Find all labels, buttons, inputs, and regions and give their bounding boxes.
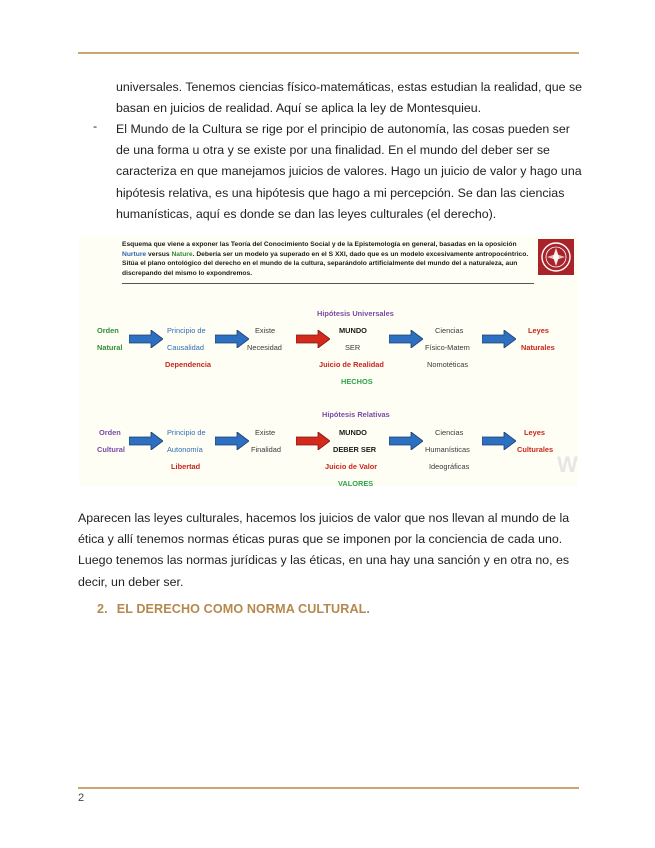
arrow-right-icon	[129, 330, 163, 348]
row1-col2-line1: Principio de	[167, 326, 206, 335]
section-title: EL DERECHO COMO NORMA CULTURAL.	[116, 602, 371, 616]
arrow-right-icon	[129, 432, 163, 450]
row2-col4-red: Juicio de Valor	[325, 462, 378, 471]
row2-col1-line1: Orden	[99, 428, 121, 437]
arrow-right-red-icon	[296, 330, 330, 348]
header-rule	[78, 52, 579, 54]
arrow-right-icon	[215, 330, 249, 348]
paragraph-continuation: universales. Tenemos ciencias físico-matemáticas, estas estudian la realidad, que se basan en juicios de realidad. Aquí se aplica la ley de Montesquieu.	[116, 80, 583, 116]
arrow-right-icon	[389, 432, 423, 450]
schema-figure	[79, 236, 578, 486]
bullet-marker: -	[93, 119, 98, 133]
row2-col6-line2: Culturales	[517, 445, 554, 454]
section-number: 2.	[97, 602, 108, 616]
row2-col3-line2: Finalidad	[251, 445, 281, 454]
row2-col6-line1: Leyes	[524, 428, 545, 437]
row1-col4-line1: MUNDO	[339, 326, 367, 335]
row1-col3-line2: Necesidad	[247, 343, 282, 352]
university-seal-icon	[538, 239, 574, 275]
figure-intro: Esquema que viene a exponer las Teoría del Conocimiento Social y de la Epistemología en general, basadas en la oposición Nurture versus Nature. Debería ser un modelo ya superado en el S XXI, dado que es un modelo excesivamente antropocéntrico. Sitúa el plano ontológico del derecho en el mundo de la cultura, separándolo artificialmente del mundo del a naturaleza, aun discrepando del mismo lo expondremos.	[122, 241, 529, 277]
row2-col2-line1: Principio de	[167, 428, 206, 437]
row1-col4-line2: SER	[345, 343, 361, 352]
paragraph-cultura: El Mundo de la Cultura se rige por el principio de autonomía, las cosas pueden ser de una forma u otra y se existe por una finalidad. En el mundo del deber ser se caracteriza en que manejamos juicios de valores. Hago un juicio de valor y hago una hipótesis relativa, es una hipótesis que hago a mi percepción. Se dan las ciencias humanísticas, aquí es donde se dan las leyes culturales (el derecho).	[116, 122, 582, 221]
row1-col1-line1: Orden	[97, 326, 119, 335]
figure-divider	[122, 283, 534, 284]
row2-col5-line2: Humanísticas	[425, 445, 470, 454]
hypothesis-universal: Hipótesis Universales	[317, 309, 394, 318]
row2-col4-line2: DEBER SER	[333, 445, 377, 454]
row1-col2-line2: Causalidad	[167, 343, 204, 352]
arrow-right-icon	[482, 330, 516, 348]
row1-col4-red: Juicio de Realidad	[319, 360, 384, 369]
arrow-right-icon	[482, 432, 516, 450]
row2-col4-line1: MUNDO	[339, 428, 367, 437]
paragraph-leyes-culturales: Aparecen las leyes culturales, hacemos los juicios de valor que nos llevan al mundo de la ética y allí tenemos normas éticas puras que se imponen por la conciencia de cada uno. Luego tenemos las normas jurídicas y las éticas, en una hay una sanción y en otra no, es decir, un deber ser.	[78, 511, 570, 589]
row2-col3-line1: Existe	[255, 428, 276, 437]
row2-col4-green: VALORES	[338, 479, 374, 486]
row2-col5-line3: Ideográficas	[429, 462, 470, 471]
section-heading	[97, 602, 370, 616]
page-number: 2	[78, 792, 85, 804]
row1-col5-line3: Nomotéticas	[427, 360, 469, 369]
row2-col2-red: Libertad	[171, 462, 201, 471]
footer-rule	[78, 787, 579, 789]
row1-col6-line2: Naturales	[521, 343, 555, 352]
row1-col1-line2: Natural	[97, 343, 123, 352]
row2-col1-line2: Cultural	[97, 445, 125, 454]
row1-col2-red: Dependencia	[165, 360, 212, 369]
hypothesis-relative: Hipótesis Relativas	[322, 410, 390, 419]
arrow-right-red-icon	[296, 432, 330, 450]
arrow-right-icon	[215, 432, 249, 450]
nature-word: Nature	[171, 250, 193, 258]
row2-col2-line2: Autonomía	[167, 445, 203, 454]
row1-col4-green: HECHOS	[341, 377, 373, 386]
nurture-word: Nurture	[122, 250, 147, 258]
row1-col5-line1: Ciencias	[435, 326, 464, 335]
watermark: W	[557, 452, 578, 477]
arrow-right-icon	[389, 330, 423, 348]
row1-col3-line1: Existe	[255, 326, 276, 335]
row1-col6-line1: Leyes	[528, 326, 549, 335]
row1-col5-line2: Físico-Matem	[425, 343, 470, 352]
row2-col5-line1: Ciencias	[435, 428, 464, 437]
